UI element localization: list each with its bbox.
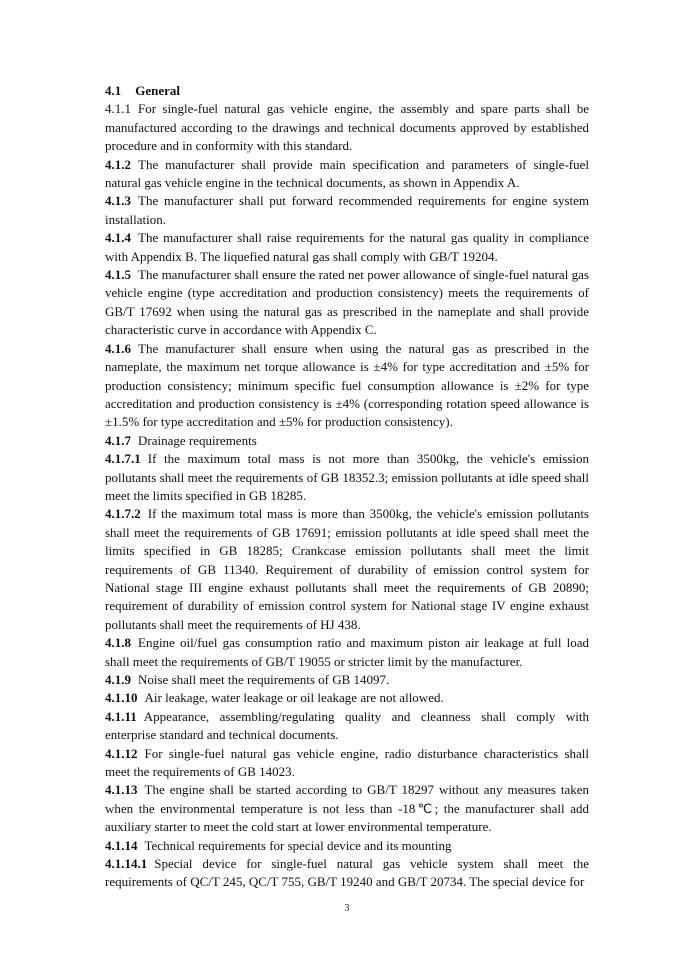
clause-number: 4.1.11 — [105, 708, 137, 724]
clause-text: The manufacturer shall provide main specification and parameters of single-fuel natural gas vehicle engine in the technical documents, as shown in Appendix A. — [105, 156, 589, 191]
clause-number: 4.1.5 — [105, 267, 131, 283]
section-title: General — [135, 83, 181, 98]
clause-paragraph — [105, 100, 589, 155]
clause-text: For single-fuel natural gas vehicle engine, the assembly and spare parts shall be manufactured according to the drawings and technical documents approved by established procedure and in conformity with this standard. — [105, 101, 589, 154]
paragraph-list — [105, 100, 589, 891]
clause-paragraph — [105, 340, 589, 432]
clause-paragraph — [105, 855, 589, 892]
clause-text: For single-fuel natural gas vehicle engine, radio disturbance characteristics shall meet the requirements of GB 14023. — [105, 745, 589, 780]
clause-paragraph — [105, 192, 589, 229]
section-number: 4.1 — [105, 83, 122, 98]
clause-number: 4.1.2 — [105, 156, 131, 172]
page-number: 3 — [344, 902, 350, 914]
clause-text: Appearance, assembling/regulating quality and cleanness shall comply with enterprise standard and technical documents. — [105, 708, 589, 743]
clause-paragraph — [105, 708, 589, 745]
clause-paragraph — [105, 837, 589, 855]
clause-paragraph — [105, 634, 589, 671]
clause-text: If the maximum total mass is not more than 3500kg, the vehicle's emission pollutants shall meet the requirements of GB 18352.3; emission pollutants at idle speed shall meet the limits specified in GB 18285. — [105, 451, 589, 503]
clause-text: The manufacturer shall ensure when using the natural gas as prescribed in the nameplate, the maximum net torque allowance is ±4% for type accreditation and ±5% for production consistency; minimum specific fuel consumption allowance is ±2% for type accreditation and production consistency is ±4% (corresponding rotation speed allowance is ±1.5% for type accreditation and ±5% for production consistency). — [105, 340, 589, 430]
clause-text: Air leakage, water leakage or oil leakage are not allowed. — [144, 690, 444, 706]
document-body — [105, 82, 589, 892]
clause-number: 4.1.12 — [105, 745, 138, 761]
clause-number: 4.1.8 — [105, 635, 131, 651]
clause-number: 4.1.1 — [105, 101, 131, 117]
clause-number: 4.1.4 — [105, 230, 131, 246]
clause-text: Noise shall meet the requirements of GB 14097. — [138, 672, 390, 687]
clause-number: 4.1.14 — [105, 837, 138, 853]
clause-number: 4.1.6 — [105, 340, 131, 356]
clause-text: Drainage requirements — [138, 432, 257, 448]
clause-paragraph — [105, 432, 589, 450]
clause-text: The manufacturer shall ensure the rated net power allowance of single-fuel natural gas vehicle engine (type accreditation and production consistency) meets the requirements of GB/T 17692 when using the natural gas as prescribed in the nameplate and shall provide characteristic curve in accordance with Appendix C. — [105, 267, 589, 338]
clause-text: Engine oil/fuel gas consumption ratio and maximum piston air leakage at full load shall meet the requirements of GB/T 19055 or stricter limit by the manufacturer. — [105, 635, 589, 669]
clause-text: The engine shall be started according to GB/T 18297 without any measures taken when the environmental temperature is not less than -18℃; the manufacturer shall add auxiliary starter to meet the cold start at lower environmental temperature. — [105, 782, 589, 835]
clause-paragraph — [105, 781, 589, 836]
clause-number: 4.1.7.1 — [105, 451, 141, 467]
clause-paragraph — [105, 266, 589, 340]
clause-number: 4.1.9 — [105, 672, 131, 687]
clause-number: 4.1.7.2 — [105, 506, 141, 522]
clause-paragraph — [105, 505, 589, 634]
clause-paragraph — [105, 689, 589, 707]
clause-paragraph — [105, 745, 589, 782]
clause-text: Special device for single-fuel natural gas vehicle system shall meet the requirements of QC/T 245, QC/T 755, GB/T 19240 and GB/T 20734. The special device for — [105, 856, 589, 890]
clause-paragraph — [105, 156, 589, 193]
clause-paragraph — [105, 450, 589, 505]
clause-text: Technical requirements for special device and its mounting — [144, 837, 452, 853]
clause-number: 4.1.14.1 — [105, 856, 148, 872]
clause-text: The manufacturer shall raise requirements for the natural gas quality in compliance with Appendix B. The liquefied natural gas shall comply with GB/T 19204. — [105, 230, 589, 264]
clause-number: 4.1.13 — [105, 782, 138, 798]
clause-number: 4.1.3 — [105, 193, 131, 209]
clause-text: The manufacturer shall put forward recommended requirements for engine system installation. — [105, 193, 589, 227]
clause-number: 4.1.10 — [105, 690, 138, 706]
clause-number: 4.1.7 — [105, 432, 131, 448]
section-heading — [105, 82, 589, 100]
clause-paragraph — [105, 671, 589, 689]
clause-paragraph — [105, 229, 589, 266]
clause-text: If the maximum total mass is more than 3500kg, the vehicle's emission pollutants shall meet the requirements of GB 17691; emission pollutants at idle speed shall meet the limits specified in GB 18285; Crankcase emission pollutants shall meet the limit requirements of GB 11340. Requirement of durability of emission control system for National stage III engine exhaust pollutants shall meet the requirements of GB 20890; requirement of durability of emission control system for National stage IV engine exhaust pollutants shall meet the requirements of HJ 438. — [105, 506, 589, 632]
